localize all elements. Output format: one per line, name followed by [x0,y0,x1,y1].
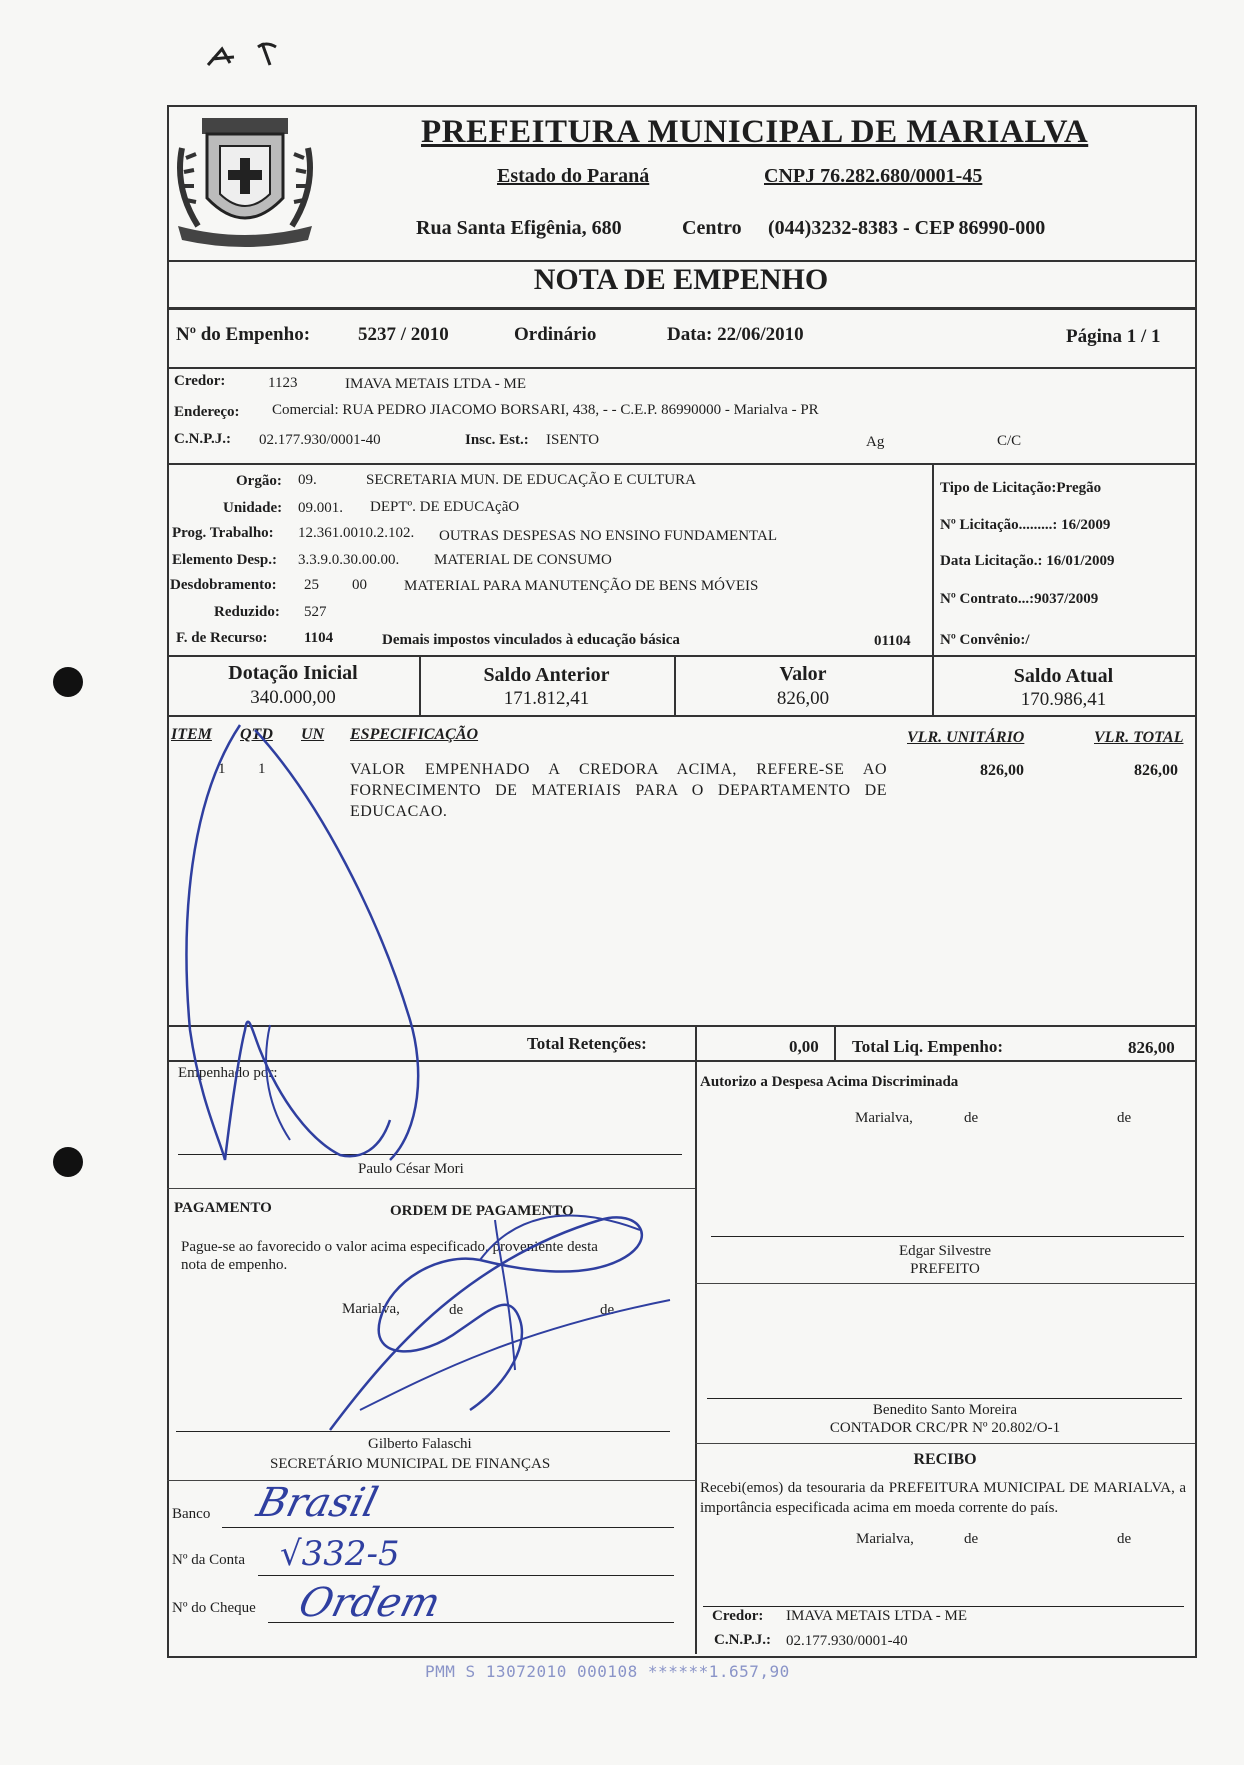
recurso-code: 1104 [304,630,334,646]
signature-gilberto-falaschi [320,1160,680,1460]
prog-label: Prog. Trabalho: [172,525,274,541]
credor-address: Comercial: RUA PEDRO JIACOMO BORSARI, 438, - - C.E.P. 86990000 - Marialva - PR [272,402,819,418]
pagamento-text-2: nota de empenho. [181,1257,288,1273]
recibo-city: Marialva, [856,1531,914,1547]
saldo-atual-value: 170.986,41 [1020,689,1107,710]
divider [167,260,1195,262]
recurso-name: Demais impostos vinculados à educação básica [382,632,680,648]
cheque-label: Nº do Cheque [172,1600,256,1616]
empenho-type: Ordinário [514,324,597,345]
divider-vertical [695,1060,697,1654]
divider [167,307,1195,310]
divider-vertical [932,463,934,656]
credor-name: IMAVA METAIS LTDA - ME [345,376,527,392]
divider-vertical [834,1025,836,1060]
insc-value: ISENTO [546,432,600,448]
licitacao-data: Data Licitação.: 16/01/2009 [940,553,1115,569]
secretario-title: SECRETÁRIO MUNICIPAL DE FINANÇAS [270,1456,551,1472]
top-handwritten-mark [200,35,290,75]
credor-label: Credor: [174,373,226,389]
divider [167,655,1195,657]
desdobramento-sub: 00 [352,577,367,593]
signature-line [707,1398,1182,1399]
recurso-number: 01104 [874,633,911,649]
prog-code: 12.361.0010.2.102. [298,525,415,541]
pagamento-label: PAGAMENTO [174,1200,272,1216]
empenho-number-label: Nº do Empenho: [176,324,311,345]
recibo-text: Recebi(emos) da tesouraria da PREFEITURA MUNICIPAL DE MARIALVA, a importância especificada acima em moeda corrente do país. [700,1480,1186,1516]
empenho-date: Data: 22/06/2010 [667,324,804,345]
pagamento-de2: de [600,1302,615,1318]
total-liquido-label: Total Liq. Empenho: [852,1037,1003,1056]
desdobramento-label: Desdobramento: [170,577,277,593]
prefeito-name: Edgar Silvestre [898,1243,992,1259]
cnpj-field-label: C.N.P.J.: [174,431,231,447]
elemento-name: MATERIAL DE CONSUMO [434,552,612,568]
signature-paulo-cesar-mori [170,720,490,1180]
doc-title: NOTA DE EMPENHO [533,263,829,296]
prefeito-title: PREFEITO [910,1261,980,1277]
conta-handwritten: √332-5 [280,1534,400,1574]
cnpj-label: CNPJ 76.282.680/0001-45 [764,165,983,187]
pagamento-city: Marialva, [342,1301,400,1317]
orgao-code: 09. [298,472,317,488]
conta-line [258,1575,674,1576]
desdobramento-name: MATERIAL PARA MANUTENÇÃO DE BENS MÓVEIS [404,578,759,594]
spec-line: EDUCACAO. [350,803,448,820]
licitacao-tipo: Tipo de Licitação:Pregão [940,480,1102,496]
col-un: UN [301,726,325,743]
address-label: Rua Santa Efigênia, 680 [416,217,622,239]
divider-vertical [695,1025,697,1060]
dotacao-label: Dotação Inicial [228,662,358,684]
divider [167,1480,695,1481]
empenho-number: 5237 / 2010 [358,324,449,345]
reduzido-label: Reduzido: [214,604,280,620]
banco-line [222,1527,674,1528]
unidade-label: Unidade: [223,500,283,516]
retencoes-label: Total Retenções: [527,1034,647,1053]
desdobramento-code: 25 [304,577,319,593]
recurso-label: F. de Recurso: [176,630,268,646]
dotacao-value: 340.000,00 [250,687,336,708]
address-label: Endereço: [174,404,240,420]
pagamento-de1: de [449,1302,464,1318]
recibo-title: RECIBO [913,1451,977,1468]
credor-cnpj: 02.177.930/0001-40 [259,432,381,448]
phone-cep-label: (044)3232-8383 - CEP 86990-000 [768,217,1046,239]
conta-label: Nº da Conta [172,1552,245,1568]
district-label: Centro [682,217,742,239]
divider [167,367,1195,369]
recibo-credor-label: Credor: [712,1608,764,1624]
spec-line: VALOR EMPENHADO A CREDORA ACIMA, REFERE-SE AO [350,761,887,778]
retencoes-value: 0,00 [789,1037,819,1056]
table-row-vlr-unitario: 826,00 [980,762,1024,779]
signature-line [703,1606,1184,1607]
insc-label: Insc. Est.: [465,432,529,448]
recibo-de1: de [964,1531,979,1547]
state-label: Estado do Paraná [497,165,650,187]
empenhado-label: Empenhado por: [178,1065,278,1081]
empenhado-name: Paulo César Mori [358,1161,464,1177]
divider [695,1443,1195,1444]
saldo-atual-label: Saldo Atual [1013,665,1114,687]
saldo-anterior-value: 171.812,41 [503,688,590,709]
table-row-qtd: 1 [258,761,266,777]
licitacao-numero: Nº Licitação.........: 16/2009 [940,517,1111,533]
elemento-label: Elemento Desp.: [172,552,277,568]
prefeitura-title: PREFEITURA MUNICIPAL DE MARIALVA [421,114,1089,150]
banco-handwritten: Brasil [252,1480,383,1526]
table-row-item: 1 [218,761,226,777]
spec-line: FORNECIMENTO DE MATERIAIS PARA O DEPARTAMENTO DE [350,782,887,799]
banco-label: Banco [172,1506,211,1522]
valor-value: 826,00 [776,688,830,709]
recibo-cnpj-label: C.N.P.J.: [714,1632,771,1648]
divider [167,463,1195,465]
col-item: ITEM [171,726,212,743]
coat-of-arms-logo [172,108,318,254]
cc-label: C/C [997,433,1022,449]
reduzido-value: 527 [304,604,327,620]
valor-label: Valor [779,663,827,685]
prog-name: OUTRAS DESPESAS NO ENSINO FUNDAMENTAL [439,528,777,544]
cheque-handwritten: Ordem [294,1580,445,1626]
contrato-numero: Nº Contrato...:9037/2009 [940,591,1099,607]
unidade-name: DEPTº. DE EDUCAçãO [370,499,520,515]
credor-code: 1123 [268,375,298,391]
recibo-credor-name: IMAVA METAIS LTDA - ME [786,1608,968,1624]
autorizo-de1: de [964,1110,979,1126]
payment-stamp: PMM S 13072010 000108 ******1.657,90 [425,1662,790,1681]
signature-line [711,1236,1184,1237]
unidade-code: 09.001. [298,500,343,516]
contador-title: CONTADOR CRC/PR Nº 20.802/O-1 [829,1420,1061,1436]
col-vlr-unitario: VLR. UNITÁRIO [907,729,1025,746]
pagamento-text-1: Pague-se ao favorecido o valor acima especificado, proveniente desta [181,1239,598,1255]
punch-hole-bottom [53,1147,83,1177]
col-especificacao: ESPECIFICAÇÃO [350,726,479,743]
saldo-anterior-label: Saldo Anterior [483,664,610,686]
divider [695,1283,1195,1284]
punch-hole-top [53,667,83,697]
col-qtd: QTD [240,726,273,743]
recibo-de2: de [1117,1531,1132,1547]
elemento-code: 3.3.9.0.30.00.00. [298,552,400,568]
autorizo-city: Marialva, [855,1110,913,1126]
orgao-label: Orgão: [236,473,282,489]
secretario-name: Gilberto Falaschi [368,1436,472,1452]
recibo-cnpj: 02.177.930/0001-40 [786,1633,908,1649]
convenio-numero: Nº Convênio:/ [940,632,1030,648]
ag-label: Ag [866,434,885,450]
page-number: Página 1 / 1 [1066,326,1161,347]
contador-name: Benedito Santo Moreira [872,1402,1018,1418]
col-vlr-total: VLR. TOTAL [1094,729,1184,746]
ordem-pagamento-label: ORDEM DE PAGAMENTO [390,1203,574,1219]
autorizo-label: Autorizo a Despesa Acima Discriminada [700,1074,959,1090]
total-liquido-value: 826,00 [1128,1038,1175,1057]
divider [167,715,1195,717]
orgao-name: SECRETARIA MUN. DE EDUCAÇÃO E CULTURA [366,472,696,488]
autorizo-de2: de [1117,1110,1132,1126]
table-row-vlr-total: 826,00 [1134,762,1178,779]
